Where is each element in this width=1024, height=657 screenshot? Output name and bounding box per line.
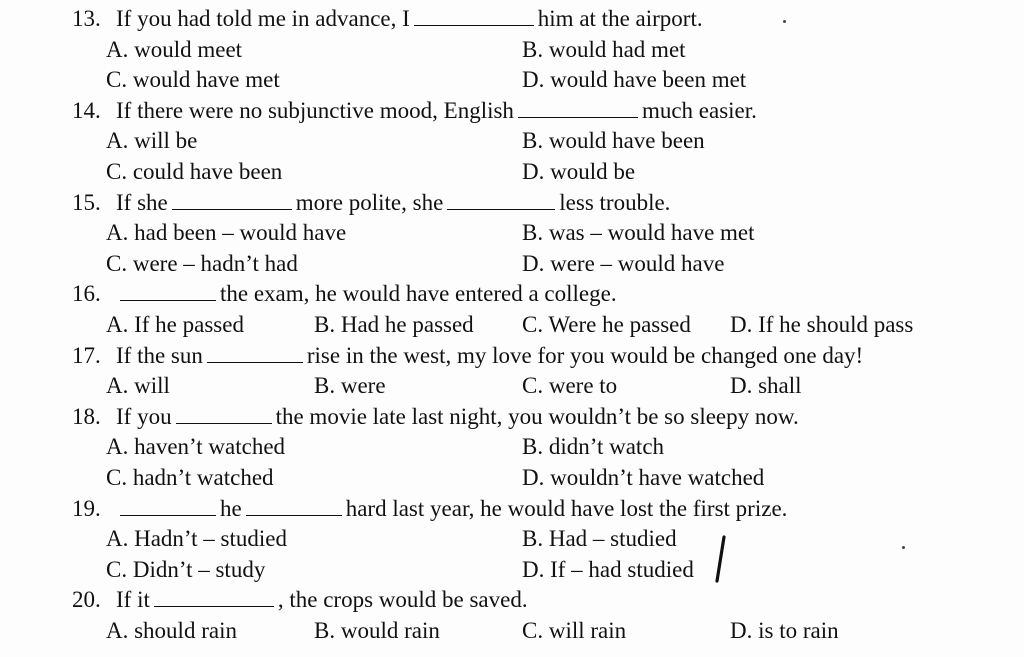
option-row: [72, 524, 1012, 555]
answer-option[interactable]: C. will rain: [522, 617, 627, 643]
answer-option[interactable]: B. would rain: [314, 617, 440, 643]
question-block: [72, 494, 1012, 586]
answer-option[interactable]: D. If – had studied: [522, 556, 694, 582]
answer-blank[interactable]: [414, 7, 534, 26]
question-number: 14.: [72, 97, 101, 123]
question-stem: [116, 585, 528, 616]
answer-option[interactable]: C. Were he passed: [522, 311, 691, 337]
question-block: [72, 585, 1012, 646]
option-row: [72, 249, 1012, 280]
option-row: [72, 371, 1012, 402]
question-block: [72, 279, 1012, 340]
answer-option[interactable]: A. had been – would have: [106, 220, 347, 246]
answer-option[interactable]: D. wouldn’t have watched: [522, 464, 765, 490]
answer-blank[interactable]: [447, 191, 555, 210]
answer-option[interactable]: D. were – would have: [522, 250, 725, 276]
stem-text: If the sun: [116, 342, 203, 368]
question-stem-line: [72, 494, 1012, 525]
answer-blank[interactable]: [246, 497, 342, 516]
question-block: [72, 188, 1012, 280]
stem-text: the movie late last night, you wouldn’t be so sleepy now.: [275, 403, 799, 429]
stem-text: If you had told me in advance, I: [116, 6, 410, 31]
stem-text: If there were no subjunctive mood, English: [116, 97, 514, 123]
answer-option[interactable]: B. would had met: [522, 36, 686, 62]
stem-text: him at the airport.: [537, 6, 703, 31]
option-row: [72, 218, 1012, 249]
answer-blank[interactable]: [172, 191, 292, 210]
stray-dot-mark: [783, 20, 786, 23]
option-row: [72, 463, 1012, 494]
answer-option[interactable]: A. should rain: [106, 617, 237, 643]
answer-option[interactable]: A. will: [106, 373, 170, 399]
answer-blank[interactable]: [176, 405, 272, 424]
stem-text: much easier.: [641, 97, 757, 123]
question-stem-line: [72, 402, 1012, 433]
option-row: [72, 555, 1012, 586]
stem-text: hard last year, he would have lost the first prize.: [345, 495, 788, 521]
answer-blank[interactable]: [154, 588, 274, 607]
stem-text: If she: [116, 189, 168, 215]
answer-option[interactable]: B. Had – studied: [522, 526, 677, 552]
answer-option[interactable]: B. would have been: [522, 128, 705, 154]
question-stem-line: [72, 4, 1012, 35]
answer-blank[interactable]: [207, 344, 303, 363]
stem-text: If it: [116, 587, 150, 613]
answer-blank[interactable]: [518, 99, 638, 118]
answer-option[interactable]: B. didn’t watch: [522, 434, 665, 460]
question-list: [72, 4, 1012, 646]
pen-mark-icon: [711, 535, 727, 585]
question-block: [72, 402, 1012, 494]
stem-text: less trouble.: [559, 189, 671, 215]
question-stem: [116, 96, 757, 127]
stem-text: the exam, he would have entered a college.: [220, 281, 617, 307]
answer-blank[interactable]: [120, 497, 216, 516]
stray-dot-mark: [902, 546, 905, 549]
question-block: [72, 341, 1012, 402]
stem-text: , the crops would be saved.: [277, 587, 528, 613]
question-number: 15.: [72, 189, 101, 215]
option-row: [72, 126, 1012, 157]
answer-option[interactable]: D. If he should pass: [730, 311, 914, 337]
answer-option[interactable]: A. will be: [106, 128, 198, 154]
answer-option[interactable]: C. hadn’t watched: [106, 464, 274, 490]
question-stem: [116, 4, 703, 35]
answer-option[interactable]: A. Hadn’t – studied: [106, 526, 288, 552]
answer-option[interactable]: A. If he passed: [106, 311, 244, 337]
answer-option[interactable]: C. were to: [522, 373, 618, 399]
option-row: [72, 432, 1012, 463]
answer-option[interactable]: C. would have met: [106, 67, 280, 93]
answer-option[interactable]: D. would have been met: [522, 67, 747, 93]
stem-text: If you: [116, 403, 172, 429]
answer-option[interactable]: C. were – hadn’t had: [106, 250, 298, 276]
question-stem: [116, 494, 787, 525]
option-row: [72, 35, 1012, 66]
stem-text: he: [220, 495, 242, 521]
stem-text: rise in the west, my love for you would be changed one day!: [306, 342, 864, 368]
question-stem-line: [72, 341, 1012, 372]
answer-option[interactable]: D. shall: [730, 373, 802, 399]
question-stem: [116, 402, 799, 433]
option-row: [72, 65, 1012, 96]
option-row: [72, 616, 1012, 647]
question-stem: [116, 188, 670, 219]
option-row: [72, 310, 1012, 341]
answer-blank[interactable]: [120, 282, 216, 301]
question-number: 16.: [72, 281, 101, 307]
question-number: 19.: [72, 495, 101, 521]
answer-option[interactable]: C. Didn’t – study: [106, 556, 266, 582]
answer-option[interactable]: B. was – would have met: [522, 220, 755, 246]
question-stem-line: [72, 585, 1012, 616]
answer-option[interactable]: D. would be: [522, 158, 636, 184]
answer-option[interactable]: C. could have been: [106, 158, 283, 184]
question-number: 20.: [72, 587, 101, 613]
question-block: [72, 4, 1012, 96]
question-stem-line: [72, 96, 1012, 127]
stem-text: more polite, she: [295, 189, 444, 215]
answer-option[interactable]: A. would meet: [106, 36, 243, 62]
answer-option[interactable]: B. Had he passed: [314, 311, 474, 337]
question-stem-line: [72, 279, 1012, 310]
question-stem: [116, 279, 617, 310]
answer-option[interactable]: D. is to rain: [730, 617, 839, 643]
question-block: [72, 96, 1012, 188]
question-number: 18.: [72, 403, 101, 429]
option-row: [72, 157, 1012, 188]
question-stem: [116, 341, 863, 372]
question-stem-line: [72, 188, 1012, 219]
answer-option[interactable]: B. were: [314, 373, 386, 399]
answer-option[interactable]: A. haven’t watched: [106, 434, 286, 460]
question-number: 17.: [72, 342, 101, 368]
question-number: 13.: [72, 6, 101, 31]
